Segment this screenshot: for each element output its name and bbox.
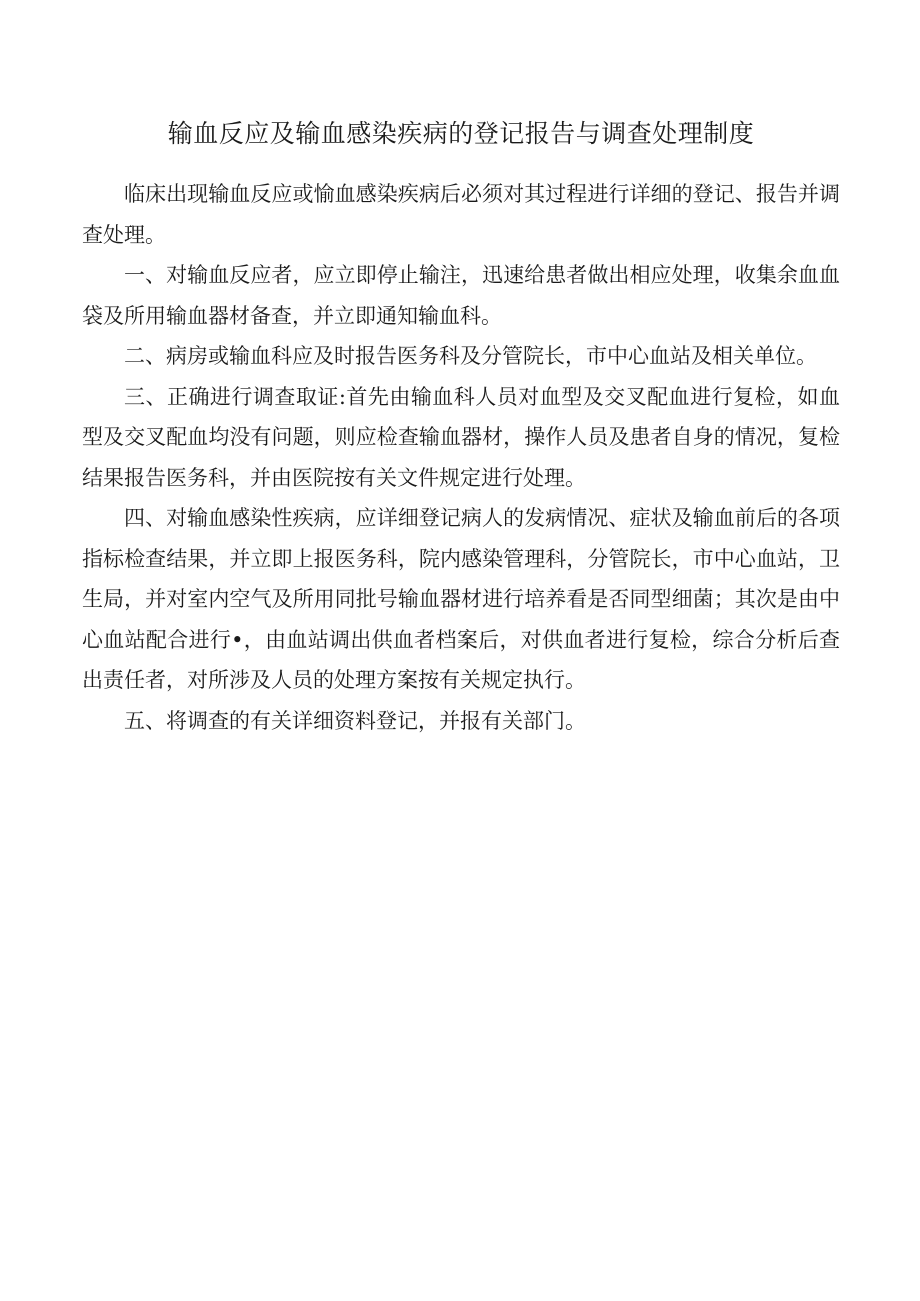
clause-5-paragraph: 五、将调查的有关详细资料登记，并报有关部门。 bbox=[124, 708, 586, 733]
document-title: 输血反应及输血感染疾病的登记报告与调查处理制度 bbox=[167, 119, 755, 148]
clause-2-paragraph: 二、病房或输血科应及时报告医务科及分管院长，市中心血站及相关单位。 bbox=[124, 344, 817, 368]
clause-4-paragraph: 四、对输血感染性疾病，应详细登记病人的发病情况、症状及输血前后的各项指标检查结果，并立即上报医务科，院内感染管理科，分管院长，市中心血站，卫生局，并对室内空气及所用同批号输血器材进行培养看是否同型细菌；其次是由中心血站配合进行•，由血站调出供血者档案后，对供血者进行复检，综合分析后查出责任者，对所涉及人员的处理方案按有关规定执行。 bbox=[82, 506, 840, 692]
clause-1-paragraph: 一、对输血反应者，应立即停止输注，迅速给患者做出相应处理，收集余血血袋及所用输血器材备查，并立即通知输血科。 bbox=[82, 263, 840, 328]
document-body bbox=[82, 112, 840, 741]
clause-3-paragraph: 三、正确进行调查取证:首先由输血科人员对血型及交叉配血进行复检，如血型及交叉配血均没有问题，则应检查输血器材，操作人员及患者自身的情况，复检结果报告医务科，并由医院按有关文件规定进行处理。 bbox=[82, 384, 840, 490]
intro-paragraph: 临床出现输血反应或愉血感染疾病后必须对其过程进行详细的登记、报告并调查处理。 bbox=[82, 182, 840, 247]
